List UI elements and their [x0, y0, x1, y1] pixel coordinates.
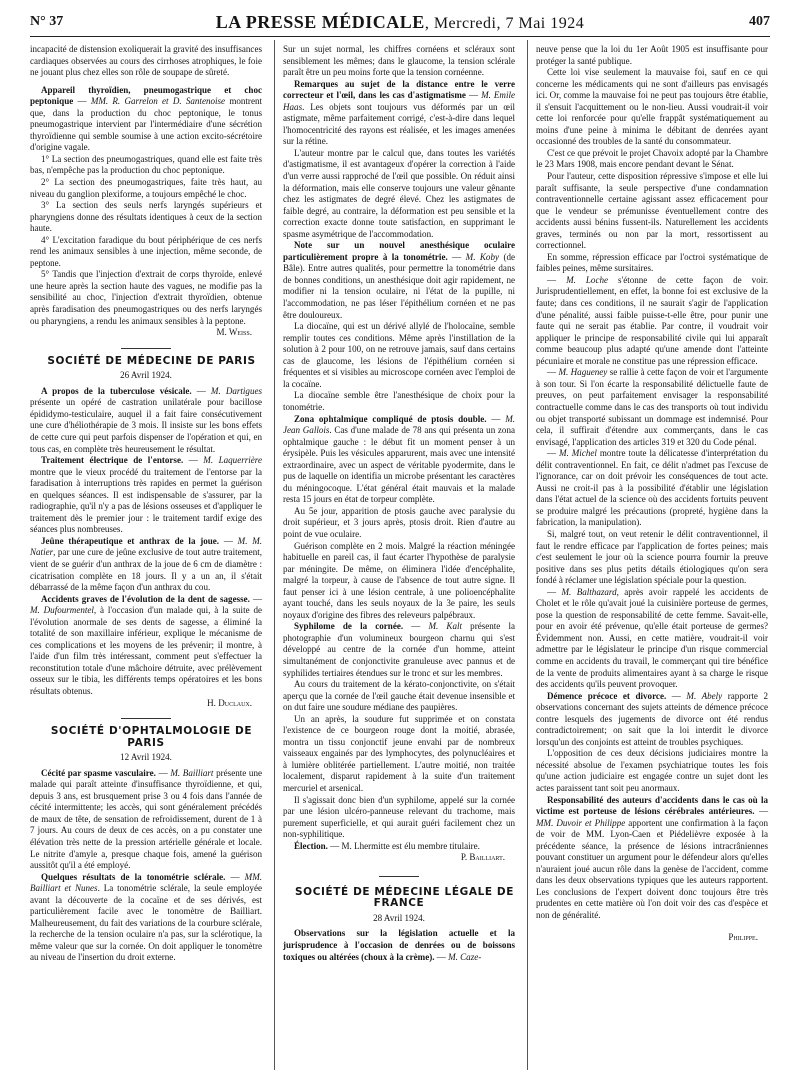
article-title: Démence précoce et divorce. — [547, 690, 667, 701]
article: Responsabilité des auteurs d'accidents dans le cas où la victime est porteuse de lésions cérébrales antérieures. — MM. Duvoir et Philippe apportent une confirmation à la façon de voir de MM. Lyon-Caen et Piédelièvre exposée à la précédente séance, la présence de lésions intracrâniennes pouvant constituer un argument pour le défendeur alors qu'elles n'auraient joué aucun rôle dans la genèse de l'accident, comme dans les deux observations typiques que les auteurs rapportent. Les conclusions de l'expert doivent donc toujours être très prudentes en cette matière où l'on doit voir des cas d'espèce et non de généralité. — [536, 794, 768, 921]
section-title: SOCIÉTÉ DE MÉDECINE DE PARIS — [47, 354, 256, 367]
article-authors: M. Laquerrière — [203, 455, 262, 466]
article-title: Responsabilité des auteurs d'accidents dans le cas où la victime est porteuse de lésions cérébrales antérieures. — [536, 794, 768, 817]
paragraph: 2° La section des pneumogastriques, faite très haut, au niveau du ganglion plexiforme, a toujours empêché le choc. — [30, 177, 262, 199]
election-note: Élection. — M. Lhermitte est élu membre titulaire. — [294, 840, 480, 851]
paragraph: Il s'agissait donc bien d'un syphilome, appelé sur la cornée par une lésion ulcéro-panneuse relevant du trachome, mais purement superficielle, et qui aurait guéri facilement chez un non-syphilitique. — [283, 794, 515, 840]
article-body: , après avoir rappelé les accidents de Cholet et le rôle qu'avait joué la cuisinière porteuse de germes, pose la question de responsabilité de cette femme. Savait-elle, pour en avoir été prévenue, qu'elle était porteuse de germes? Évidemment non. Aussi, en cette matière, voudrait-il voir admettre par le législateur le principe d'un risque commercial comme en accidents du travail, le commerçant qui tire bénéfice de la vente de produits alimentaires ayant à sa charge le risque des accidents qu'ils peuvent provoquer. — [536, 586, 768, 690]
page-header — [30, 10, 770, 36]
paragraph: incapacité de distension exoliquerait la gravité des insuffisances cardiaques observées au cours des cirrhoses atrophiques, le foie ne jouant plus chez elles son rôle de soupape de sûreté. — [30, 44, 262, 78]
section-title: SOCIÉTÉ DE MÉDECINE LÉGALE DE FRANCE — [295, 885, 514, 910]
article-authors: MM. Bailliart et Nunes — [30, 871, 262, 894]
article: Traitement électrique de l'entorse. — M. Laquerrière montre que le vieux procédé du traitement de l'entorse par la faradisation à interruptions très rapides en permet la guérison en quelques séances. Il est indispensable de s'assurer, par la radiographie, qu'il n'y a pas de lésions osseuses et d'appliquer le traitement dès le premier jour : le traitement tardif exige des séances plus nombreuses. — [30, 455, 262, 535]
article: — M. Hagueney se rallie à cette façon de voir et l'argumente à son tour. Si l'on écarte la responsabilité délictuelle faute de preuves, on peut parfaitement envisager la responsabilité contractuelle comme dans le cas des transports où tout individu ou objet transporté subissant un dommage est indemnisé. Pour cela, il suffirait d'étendre aux commerçants, dans le cas envisagé, l'application des articles 319 et 320 du Code pénal. — [536, 367, 769, 447]
article-body: M. Lhermitte est élu membre titulaire. — [341, 840, 480, 851]
article: Démence précoce et divorce. — M. Abely rapporte 2 observations concernant des sujets atteints de démence précoce contre lesquels des jugements de divorce ont été rendus contradictoirement; on sait que la loi interdit le divorce lorsqu'un des conjoints est atteint de troubles psychiques. — [536, 690, 768, 747]
paragraph: Au cours du traitement de la kérato-conjonctivite, on s'était aperçu que la cornée de l'œil gauche était devenue insensible et on dut faire une soudure médiane des paupières. — [283, 679, 515, 713]
article: — M. Michel montre toute la délicatesse d'interprétation du délit contraventionnel. En fait, ce délit n'admet pas l'excuse de l'ignorance, car on doit prévoir les conséquences de tout acte. Aussi ne croit-il pas à la possibilité d'établir une législation dans l'état actuel de la science où des accidents fortuits peuvent se produire malgré les précautions (propreté, hygiène dans la fabrication, la manipulation). — [536, 448, 769, 528]
issue-number: N° 37 — [30, 14, 64, 29]
issue-date: , Mercredi, 7 Mai 1924 — [424, 15, 585, 32]
paragraph: 3° La section des seuls nerfs laryngés supérieurs et pharyngiens donne des résultats identiques à ceux de la section haute. — [30, 200, 262, 234]
page-number: 407 — [749, 14, 770, 29]
article-authors: M. Balthazard — [561, 586, 617, 597]
article: A propos de la tuberculose vésicale. — M. Dartigues présente un opéré de castration unilatérale pour bacillose épididymo-testiculaire, auquel il a fait faire consécutivement une cure d'héliothérapie de 3 mois. Il insiste sur les bons effets de cette cure qui peut parfois dispenser de l'opération et qui, en tous cas, en complète très heureusement le résultat. — [30, 385, 263, 454]
article-authors: M. Hagueney — [558, 367, 608, 378]
article-title: Jeûne thérapeutique et anthrax de la joue. — [41, 535, 220, 546]
article-title: Syphilome de la cornée. — [294, 621, 404, 632]
article-authors: M. Abely — [686, 690, 723, 701]
article-authors: M. Bailliart — [170, 767, 214, 778]
paragraph: L'auteur montre par le calcul que, dans toutes les variétés d'astigmatisme, il est avantageux d'opérer la correction à l'aide d'un verre aussi rapproché de l'œil que possible. On réduit ainsi la déformation, mais elle conserve toujours une valeur gênante chez les astigmates de degré élevé. Chez les astigmates de faible degré, au contraire, la déformation est peu sensible et la correction exacte donne toute satisfaction, en supprimant le spasme asymétrique de l'accommodation. — [283, 147, 515, 239]
article: Accidents graves de l'évolution de la dent de sagesse. — M. Dufourmentel, à l'occasion d'un malade qui, à la suite de l'évolution anormale de ses dents de sagesse, a éliminé la totalité de son maxillaire inférieur, explique le mécanisme de ces complications et les moyens de les prévenir; il montre, à l'aide d'un film très intéressant, comment peut s'effectuer la reconstitution totale d'une mâchoire détruite, avec prélèvement osseux sur le tibia, les différents temps opératoires et les bons résultats obtenus. — [30, 593, 262, 696]
journal-name: LA PRESSE MÉDICALE — [215, 12, 425, 32]
article-body: montre toute la délicatesse d'interprétation du délit contraventionnel. En fait, ce délit n'admet pas l'excuse de l'ignorance, car on doit prévoir les conséquences de tout acte. Aussi ne croit-il pas à la possibilité d'établir une législation dans l'état actuel de la science où des accidents fortuits peuvent se produire malgré les précautions (propreté, hygiène dans la fabrication, la manipulation). — [536, 448, 769, 528]
signature: P. Bailliart. — [460, 852, 505, 863]
signature: H. Duclaux. — [207, 697, 252, 708]
article-title: Observations sur la législation actuelle et la jurisprudence à l'occasion de denrées ou de boissons toxiques ou altérées (choux à la crème). — [283, 928, 515, 962]
paragraph: Un an après, la soudure fut supprimée et on constata l'existence de ce bourgeon rouge dont la moitié, abrasée, montra un tissu conjonctif jeune envahi par de nombreux vaisseaux engainés par des lymphocytes, des polynucléaires et à lumière oblitérée partiellement. L'autre moitié, non traitée localement, disparut rapidement à la suite d'un traitement mercuriel et arsenical. — [283, 713, 515, 793]
column-3 — [536, 44, 768, 943]
article-authors: M. Dartigues — [210, 385, 263, 396]
article-title: A propos de la tuberculose vésicale. — [41, 385, 192, 396]
article-authors: M. Jean Gallois — [283, 413, 515, 436]
article: Zona ophtalmique compliqué de ptosis double. — M. Jean Gallois. Cas d'une malade de 78 ans qui présenta un zona ophtalmique gauche : le début fit un moment penser à un érysipèle. Puis les vésicules apparurent, mais avec une intensité extraordinaire, avec un aspect de véritable pyodermite, dans le pus de laquelle on identifia un microbe présentant les caractères du méningocoque. L'état général était mauvais et la malade resta 15 jours en état de torpeur complète. — [283, 413, 515, 505]
article: Note sur un nouvel anesthésique oculaire particulièrement propre à la tonométrie. — M. Koby (de Bâle). Entre autres qualités, pour permettre la tonométrie dans de bonnes conditions, un anesthésique doit agir rapidement, ne modifier ni la tension oculaire, ni l'état de la pupille, ni l'accommodation, ne pas léser l'épithélium cornéen et ne pas être douloureux. — [283, 240, 515, 320]
article-body: , par une cure de jeûne exclusive de tout autre traitement, vient de se guérir d'un anthrax de la joue de 6 cm de diamètre : cicatrisation complète en 18 jours. Il y a un an, il s'était débarrassé de la même façon d'un anthrax du cou. — [30, 547, 262, 593]
article: Remarques au sujet de la distance entre le verre correcteur et l'œil, dans les cas d'astigmatisme — M. Emile Haas. Les objets sont toujours vus déformés par un œil astigmate, même parfaitement corrigé, c'est-à-dire dans lequel l'homocentricité des rayons est réalisée, et les images amenées sur la rétine. — [283, 78, 515, 147]
paragraph: 1° La section des pneumogastriques, quand elle est faite très bas, n'empêche pas la production du choc peptonique. — [30, 153, 262, 176]
article-body: montre que le vieux procédé du traitement de l'entorse par la faradisation à interruptions très rapides en permet la guérison en quelques séances. Il est indispensable de s'assurer, par la radiographie, qu'il n'y a pas de lésions osseuses et d'appliquer le traitement dès le premier jour : le traitement tardif exige des séances plus nombreuses. — [30, 466, 262, 535]
article-authors: M. Koby — [465, 251, 499, 262]
article-title: Appareil thyroïdien, pneumogastrique et choc peptonique — [30, 84, 262, 107]
article-authors: M. Emile Haas — [283, 90, 515, 112]
paragraph: Au 5e jour, apparition de ptosis gauche avec paralysie du droit supérieur, et 3 jours après, ptosis droit. Rien d'autre au point de vue oculaire. — [283, 505, 515, 539]
article-title: Traitement électrique de l'entorse. — [41, 455, 184, 466]
section-date: 12 Avril 1924. — [120, 752, 172, 763]
article-title: Élection. — [294, 840, 328, 851]
article-body: s'étonne de cette façon de voir. Jurisprudentiellement, en effet, la bonne foi est exclusive de la faute; dans ces conditions, il ne saurait s'agir de l'application d'une pénalité, aussi faible puisse-t-elle être, pour punir une faute qui ne serait pas établie. Par contre, il voudrait voir appliquer le principe de responsabilité civile qui lui apparaît comme beaucoup plus adapté qu'une amende dont l'atteinte pécuniaire et morale ne constitue pas une répression efficace. — [536, 274, 769, 366]
paragraph: L'opposition de ces deux décisions judiciaires montre la nécessité absolue de l'examen psychiatrique toutes les fois qu'une action judiciaire est engagée contre un sujet dont les actes paraissent tant soit peu anormaux. — [536, 748, 768, 793]
article-title: Cécité par spasme vasculaire. — [41, 767, 156, 778]
journal-title — [30, 12, 770, 33]
article-body: rapporte 2 observations concernant des sujets atteints de démence précoce contre lesquels des jugements de divorce ont été rendus contradictoirement; on sait que la loi interdit le divorce lorsqu'un des conjoints est atteint de troubles psychiques. — [536, 690, 768, 747]
article: Cécité par spasme vasculaire. — M. Bailliart présente une malade qui paraît atteinte d'insuffisance thyroïdienne, et qui, depuis 3 ans, est brusquement prise 3 ou 4 fois dans l'année de cécité intermittente; les accès, qui sont généralement précédés de maux de tête, de sensation de refroidissement, durent de 1 à 7 jours. Au cours de deux de ces accès, on a pu constater une élévation très nette de la pression artérielle générale et locale. Le nitrite d'amyle a, presque chaque fois, amené la guérison aussitôt qu'il a été employé. — [30, 767, 262, 871]
paragraph: neuve pense que la loi du 1er Août 1905 est insuffisante pour protéger la santé publique. — [536, 44, 768, 66]
article: Quelques résultats de la tonométrie sclérale. — MM. Bailliart et Nunes. La tonométrie sclérale, la seule employée avant la découverte de la cocaïne et de ses dérivés, est particulièrement facile avec le tonomètre de Bailliart. Malheureusement, du fait des variations de la courbure sclérale, la recherche de la tension oculaire n'a pas, sur la sclérotique, la même valeur que sur la cornée. On doit appliquer le tonomètre au niveau de l'insertion du droit externe. — [30, 871, 262, 963]
column-2 — [283, 44, 515, 963]
article-body: présente une malade qui paraît atteinte d'insuffisance thyroïdienne, et qui, depuis 3 ans, est brusquement prise 3 ou 4 fois dans l'année de cécité intermittente; les accès, qui sont généralement précédés de maux de tête, de sensation de refroidissement, durent de 1 à 7 jours. Au cours de deux de ces accès, on a pu constater une élévation très nette de la pression artérielle générale et locale. Le nitrite d'amyle a, presque chaque fois, amené la guérison aussitôt qu'il a été employé. — [30, 767, 262, 871]
article-body: . La tonométrie sclérale, la seule employée avant la découverte de la cocaïne et de ses dérivés, est particulièrement facile avec le tonomètre de Bailliart. Malheureusement, du fait des variations de la courbure sclérale, la recherche de la tension oculaire n'a pas, sur la sclérotique, la même valeur que sur la cornée. On doit appliquer le tonomètre au niveau de l'insertion du droit externe. — [30, 883, 262, 963]
article-authors: M. Loche — [566, 274, 609, 285]
paragraph: En somme, répression efficace par l'octroi systématique de faibles peines, même sursitaires. — [536, 251, 768, 274]
paragraph: La diocaïne, qui est un dérivé allylé de l'holocaïne, semble remplir toutes ces conditions. Même après l'instillation de la solution à 2 pour 100, on ne retrouve jamais, sauf dans certains cas de glaucome, les lésions de l'épithélium cornéen si fréquentes et si visibles au microscope cornéen avec l'emploi de la cocaïne. — [283, 321, 515, 389]
column-divider — [527, 40, 528, 1070]
article: Observations sur la législation actuelle et la jurisprudence à l'occasion de denrées ou de boissons toxiques ou altérées (choux à la crème). — M. Caze- — [283, 928, 515, 962]
article-authors: M. Caze- — [448, 951, 482, 962]
section-title: SOCIÉTÉ D'OPHTALMOLOGIE DE PARIS — [50, 725, 253, 749]
article-body: se rallie à cette façon de voir et l'argumente à son tour. Si l'on écarte la responsabilité délictuelle faute de preuves, on peut parfaitement envisager la responsabilité contractuelle comme dans le cas des transports où tout individu ou objet transporté subissant un dommage est indemnisé. Pour cela, il suffirait d'étendre aux commerçants, dans le cas envisagé, l'application des articles 319 et 320 du Code pénal. — [536, 367, 769, 447]
column-1 — [30, 44, 262, 964]
separator — [121, 348, 171, 349]
section-date: 28 Avril 1924. — [373, 912, 425, 923]
article-title: Quelques résultats de la tonométrie sclérale. — [41, 871, 226, 882]
article-body: , à l'occasion d'un malade qui, à la suite de l'évolution anormale de ses dents de sagesse, a éliminé la totalité de son maxillaire inférieur, explique le mécanisme de ces complications et les moyens de les prévenir; il montre, à l'aide d'un film très intéressant, comment peut s'effectuer la reconstitution totale d'une mâchoire détruite, avec prélèvement osseux sur le tibia, les différents temps opératoires et les bons résultats obtenus. — [30, 605, 262, 696]
article: — M. Balthazard, après avoir rappelé les accidents de Cholet et le rôle qu'avait joué la cuisinière porteuse de germes, pose la question de responsabilité de cette femme. Savait-elle, pour en avoir été prévenue, qu'elle était porteuse de germes? Évidemment non. Aussi, en cette matière, voudrait-il voir admettre par le législateur le principe d'un risque commercial comme en accidents du travail, le commerçant qui tire bénéfice de la vente de produits alimentaires ayant à sa charge le risque des accidents qu'ils peuvent provoquer. — [536, 586, 768, 690]
paragraph: Pour l'auteur, cette disposition répressive s'impose et elle lui paraît suffisante, la seule perspective d'une condamnation contraventionnelle certaine agissant assez efficacement pour que le vendeur se prémunisse éventuellement contre des accidents aussi bénins fussent-ils. Naturellement les accidents graves, terminés ou non par la mort, ressortissent au correctionnel. — [536, 171, 768, 251]
article-authors: MM. R. Garrelon et D. Santenoise — [90, 96, 226, 107]
paragraph: Cette loi vise seulement la mauvaise foi, sauf en ce qui concerne les médicaments qui ne sont d'ailleurs pas envisagés ici. Or, comme la mauvaise foi ne peut pas toujours être établie, il s'ensuit l'acquittement ou le non-lieu. Aussi voudrait-il voir cette loi renforcée pour qu'elle frappât systématiquement au moins d'une peine à minima le débitant de denrées ayant occasionné des troubles de la santé du consommateur. — [536, 67, 768, 147]
article-authors: M. Kalt — [428, 621, 463, 632]
signature: M. Weiss. — [216, 327, 252, 338]
header-rule — [30, 36, 770, 37]
article-title: Remarques au sujet de la distance entre le verre correcteur et l'œil, dans les cas d'astigmatisme — [283, 78, 515, 101]
article-body: . Cas d'une malade de 78 ans qui présenta un zona ophtalmique gauche : le début fit un moment penser à un érysipèle. Puis les vésicules apparurent, mais avec une intensité extraordinaire, avec un aspect de véritable pyodermite, dans le pus de laquelle on identifia un microbe présentant les caractères du méningocoque. L'état général était mauvais et la malade resta 15 jours en état de torpeur complète. — [283, 425, 515, 505]
article-authors: M. Dufourmentel — [30, 605, 94, 616]
article-body: montrent que, dans la production du choc peptonique, le tonus pneumogastrique intervient par l'intermédiaire d'une sécrétion thyroïdienne qui semble soumise à une action excito-sécrétoire d'origine vagale. — [30, 96, 262, 153]
section-date: 26 Avril 1924. — [120, 370, 172, 381]
paragraph: Guérison complète en 2 mois. Malgré la réaction méningée habituelle en pareil cas, il faut écarter l'hypothèse de paralysie par méningite. De même, on éliminera l'idée d'encéphalite, malgré la torpeur, à cause de l'absence de tout autre signe. Il faut penser ici à une lésion centrale, à une polioencéphalite ayant touché, dans les seuls noyaux de la 3e paire, les seuls noyaux d'origine des fibres des releveurs palpébraux. — [283, 540, 515, 620]
article-title: Zona ophtalmique compliqué de ptosis double. — [294, 413, 487, 424]
article-body: apportent une confirmation à la façon de voir de MM. Lyon-Caen et Piédelièvre exposée à la précédente séance, la présence de lésions intracrâniennes pouvant constituer un argument pour le défendeur alors qu'elles n'auraient joué aucun rôle dans la genèse de l'accident, comme dans les deux observations typiques que les auteurs rapportent. Les conclusions de l'expert doivent donc toujours être très prudentes en cette matière où l'on doit voir des cas d'espèce et non de généralité. — [536, 817, 768, 921]
paragraph: Si, malgré tout, on veut retenir le délit contraventionnel, il faut le rendre efficace par l'application de fortes peines; mais c'est seulement le jour où la science pourra fournir la preuve positive dans ses plus petits détails étiologiques qu'on sera fondé à réclamer une législation spéciale pour la question. — [536, 528, 768, 586]
article-body: . Les objets sont toujours vus déformés par un œil astigmate, même parfaitement corrigé, c'est-à-dire dans lequel l'homocentricité des rayons est réalisée, et les images amenées sur la rétine. — [283, 101, 515, 147]
article-authors: MM. Duvoir et Philippe — [536, 817, 626, 828]
article: Syphilome de la cornée. — M. Kalt présente la photographie d'un volumineux bourgeon charnu qui s'est développé au centre de la cornée d'un homme, atteint simultanément de conjonctivite granuleuse avec pannus et de syphilides tertiaires étendues sur le tronc et sur les membres. — [283, 621, 515, 678]
signature: Philippe. — [728, 931, 758, 942]
column-divider — [274, 40, 275, 1070]
article-body: (de Bâle). Entre autres qualités, pour permettre la tonométrie dans de bonnes conditions, un anesthésique doit agir rapidement, ne modifier ni la tension oculaire, ni l'état de la pupille, ni l'accommodation, ne pas léser l'épithélium cornéen et ne pas être douloureux. — [283, 251, 515, 320]
article-body: présente un opéré de castration unilatérale pour bacillose épididymo-testiculaire, auquel il a fait faire consécutivement une cure d'héliothérapie de 3 mois. Il insiste sur les bons effets de cette cure qui peut parfois dispenser de l'opération et qui, en tous cas, en complète très heureusement le résultat. — [30, 397, 262, 454]
paragraph: C'est ce que prévoit le projet Chavoix adopté par la Chambre le 23 Mars 1908, mais encore pendant devant le Sénat. — [536, 147, 768, 170]
paragraph: Sur un sujet normal, les chiffres cornéens et scléraux sont sensiblement les mêmes; dans le glaucome, la tension sclérale paraît être un peu moins forte que la tension cornéenne. — [283, 44, 515, 78]
article: Jeûne thérapeutique et anthrax de la joue. — M. M. Natier, par une cure de jeûne exclusive de tout autre traitement, vient de se guérir d'un anthrax de la joue de 6 cm de diamètre : cicatrisation complète en 18 jours. Il y a un an, il s'était débarrassé de la même façon d'un anthrax du cou. — [30, 535, 263, 593]
article: Appareil thyroïdien, pneumogastrique et choc peptonique — MM. R. Garrelon et D. Santenoise montrent que, dans la production du choc peptonique, le tonus pneumogastrique intervient par l'intermédiaire d'une sécrétion thyroïdienne qui semble soumise à une action excito-sécrétoire d'origine vagale. — [30, 84, 262, 153]
paragraph: 5° Tandis que l'injection d'extrait de corps thyroïde, enlevé une heure après la section haute des vagues, ne modifie pas la sensibilité au choc, l'injection d'extrait thyroïdien, obtenue après faradisation des pneumogastriques ou des nerfs laryngés ou pharyngiens, a rendu les animaux sensibles à la peptone. — [30, 269, 262, 326]
article-authors: M. Michel — [559, 448, 597, 459]
article-authors: M. M. Natier — [30, 535, 263, 558]
article-body: présente la photographie d'un volumineux bourgeon charnu qui s'est développé au centre de la cornée d'un homme, atteint simultanément de conjonctivite granuleuse avec pannus et de syphilides tertiaires étendues sur le tronc et sur les membres. — [283, 621, 515, 678]
separator — [121, 718, 171, 719]
paragraph: La diocaïne semble être l'anesthésique de choix pour la tonométrie. — [283, 390, 515, 412]
paragraph: 4° L'excitation faradique du bout périphérique de ces nerfs rend les animaux sensibles à une injection, même seconde, de peptone. — [30, 234, 262, 268]
separator — [379, 876, 419, 877]
article: — M. Loche s'étonne de cette façon de voir. Jurisprudentiellement, en effet, la bonne foi est exclusive de la faute; dans ces conditions, il ne saurait s'agir de l'application d'une pénalité, aussi faible puisse-t-elle être, pour punir une faute qui ne serait pas établie. Par contre, il voudrait voir appliquer le principe de responsabilité civile qui lui apparaît comme beaucoup plus adapté qu'une amende dont l'atteinte pécuniaire et morale ne constitue pas une répression efficace. — [536, 274, 769, 366]
article-title: Note sur un nouvel anesthésique oculaire particulièrement propre à la tonométrie. — [283, 240, 515, 262]
article-title: Accidents graves de l'évolution de la dent de sagesse. — [41, 593, 250, 604]
